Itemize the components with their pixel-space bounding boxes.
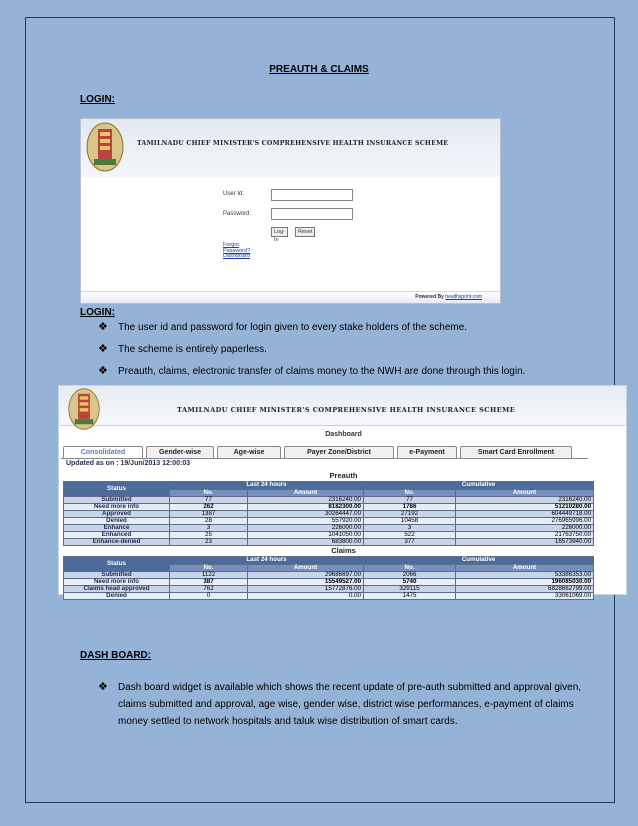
amount-24h-cell: 683800.00 — [248, 539, 364, 546]
password-label: Password: — [223, 211, 252, 217]
no-header: No. — [364, 489, 456, 497]
document-title: PREAUTH & CLAIMS — [269, 64, 369, 75]
amount-cumulative-cell: 51210280.00 — [456, 504, 594, 511]
table-row — [64, 593, 594, 600]
table-row — [64, 586, 594, 593]
status-cell: Submitted — [64, 572, 170, 579]
no-24h-cell: 262 — [170, 504, 248, 511]
user-id-label: User Id: — [223, 191, 245, 197]
tamilnadu-emblem-icon — [85, 121, 125, 173]
no-cumulative-cell: 522 — [364, 532, 456, 539]
last24-header: Last 24 hours — [170, 557, 364, 565]
no-cumulative-cell: 1786 — [364, 504, 456, 511]
claims-title: Claims — [331, 546, 356, 555]
amount-cumulative-cell: 604449718.00 — [456, 511, 594, 518]
amount-24h-cell: 15549527.00 — [248, 579, 364, 586]
login-scheme-title: TAMILNADU CHIEF MINISTER'S COMPREHENSIVE HEALTH INSURANCE SCHEME — [137, 140, 449, 147]
amount-cumulative-cell: 2316240.00 — [456, 497, 594, 504]
no-cumulative-cell: 329115 — [364, 586, 456, 593]
no-cumulative-cell: 5740 — [364, 579, 456, 586]
tamilnadu-emblem-icon — [67, 387, 101, 431]
preauth-title: Preauth — [329, 471, 358, 480]
tab-divider — [61, 458, 588, 459]
no-24h-cell: 387 — [170, 579, 248, 586]
user-id-input[interactable] — [271, 189, 353, 201]
tab-age-wise[interactable]: Age-wise — [217, 446, 281, 458]
amount-24h-cell: 2316240.00 — [248, 497, 364, 504]
login-screenshot — [80, 118, 501, 304]
table-row — [64, 532, 594, 539]
diamond-bullet-icon: ❖ — [98, 681, 108, 693]
table-row — [64, 518, 594, 525]
no-24h-cell: 1122 — [170, 572, 248, 579]
status-cell: Submitted — [64, 497, 170, 504]
amount-cumulative-cell: 196085030.00 — [456, 579, 594, 586]
dashboard-scheme-title: TAMILNADU CHIEF MINISTER'S COMPREHENSIVE HEALTH INSURANCE SCHEME — [177, 406, 516, 414]
bullet-text: The user id and password for login given to every stake holders of the scheme. — [118, 322, 468, 333]
no-24h-cell: 3 — [170, 525, 248, 532]
amount-cumulative-cell: 21763750.00 — [456, 532, 594, 539]
status-cell: Denied — [64, 518, 170, 525]
login-heading: LOGIN: — [80, 94, 115, 105]
status-header: Status — [64, 557, 170, 572]
no-cumulative-cell: 2066 — [364, 572, 456, 579]
list-item — [98, 344, 618, 366]
no-header: No. — [170, 489, 248, 497]
dashboard-link[interactable]: Dashboard — [223, 253, 250, 259]
list-item — [98, 322, 618, 344]
dashboard-page-label: Dashboard — [325, 431, 362, 438]
amount-cumulative-cell: 6828662799.00 — [456, 586, 594, 593]
amount-24h-cell: 8182300.00 — [248, 504, 364, 511]
amount-24h-cell: 557920.00 — [248, 518, 364, 525]
status-cell: Enhance-denied — [64, 539, 170, 546]
status-cell: Need more info — [64, 504, 170, 511]
last24-header: Last 24 hours — [170, 482, 364, 490]
diamond-bullet-icon: ❖ — [98, 343, 108, 355]
status-cell: Claims head approved — [64, 586, 170, 593]
amount-24h-cell: 1041050.00 — [248, 532, 364, 539]
updated-timestamp: Updated as on : 19/Jun/2013 12:00:03 — [66, 460, 191, 467]
no-24h-cell: 23 — [170, 539, 248, 546]
dashboard-description — [98, 679, 588, 730]
powered-by — [415, 294, 482, 300]
status-header: Status — [64, 482, 170, 497]
no-cumulative-cell: 10458 — [364, 518, 456, 525]
status-cell: Enhanced — [64, 532, 170, 539]
claims-table — [63, 556, 594, 600]
login-button[interactable]: Log-In — [271, 227, 288, 237]
tab-consolidated[interactable]: Consolidated — [63, 446, 143, 459]
diamond-bullet-icon: ❖ — [98, 365, 108, 377]
dashboard-header — [59, 386, 626, 426]
table-row — [64, 511, 594, 518]
tab-gender-wise[interactable]: Gender-wise — [146, 446, 214, 458]
no-cumulative-cell: 77 — [364, 497, 456, 504]
login-header — [81, 119, 500, 177]
amount-24h-cell: 30264447.00 — [248, 511, 364, 518]
no-cumulative-cell: 3 — [364, 525, 456, 532]
forgot-password-link[interactable]: Forgot Password? — [223, 242, 251, 254]
status-cell: Approved — [64, 511, 170, 518]
no-24h-cell: 762 — [170, 586, 248, 593]
table-row — [64, 539, 594, 546]
amount-cumulative-cell: 276965996.00 — [456, 518, 594, 525]
status-cell: Enhance — [64, 525, 170, 532]
no-cumulative-cell: 27192 — [364, 511, 456, 518]
amount-24h-cell: 0.00 — [248, 593, 364, 600]
amount-24h-cell: 226000.00 — [248, 525, 364, 532]
tab-smart-card-enrollment[interactable]: Smart Card Enrollment — [460, 446, 572, 458]
diamond-bullet-icon: ❖ — [98, 321, 108, 333]
no-24h-cell: 1387 — [170, 511, 248, 518]
amount-header: Amount — [456, 489, 594, 497]
bullet-text: Preauth, claims, electronic transfer of claims money to the NWH are done through this login. — [118, 366, 526, 377]
cumulative-header: Cumulative — [364, 557, 594, 565]
no-header: No. — [170, 564, 248, 572]
amount-header: Amount — [456, 564, 594, 572]
password-input[interactable] — [271, 208, 353, 220]
amount-cumulative-cell: 226000.00 — [456, 525, 594, 532]
login-footer — [81, 291, 500, 303]
bullet-text: The scheme is entirely paperless. — [118, 344, 267, 355]
no-24h-cell: 28 — [170, 518, 248, 525]
login-bullets — [98, 322, 618, 388]
tab-e-payment[interactable]: e-Payment — [397, 446, 457, 458]
amount-cumulative-cell: 16573940.00 — [456, 539, 594, 546]
tab-payer-zone-district[interactable]: Payer Zone/District — [284, 446, 394, 458]
bullet-text: Dash board widget is available which shows the recent update of pre-auth submitted and approval given, claims submitted and approval, age wise, gender wise, district wise performances, e-payment of claims money settled to network hospitals and taluk wise distribution of smart cards. — [118, 682, 582, 727]
dashboard-heading: DASH BOARD: — [80, 650, 152, 661]
status-cell: Denied — [64, 593, 170, 600]
powered-by-label: Powered By — [415, 294, 444, 300]
powered-by-link[interactable]: healthsprint.com — [445, 294, 482, 300]
amount-header: Amount — [248, 489, 364, 497]
status-cell: Need more info — [64, 579, 170, 586]
no-cumulative-cell: 1475 — [364, 593, 456, 600]
no-24h-cell: 25 — [170, 532, 248, 539]
login-notes-heading: LOGIN: — [80, 307, 115, 318]
cumulative-header: Cumulative — [364, 482, 594, 490]
preauth-table — [63, 481, 594, 546]
no-24h-cell: 0 — [170, 593, 248, 600]
amount-24h-cell: 29686697.00 — [248, 572, 364, 579]
amount-header: Amount — [248, 564, 364, 572]
amount-24h-cell: 15772876.00 — [248, 586, 364, 593]
dashboard-screenshot — [58, 385, 627, 599]
amount-cumulative-cell: 33061069.00 — [456, 593, 594, 600]
no-header: No. — [364, 564, 456, 572]
amount-cumulative-cell: 53386353.00 — [456, 572, 594, 579]
reset-button[interactable]: Reset — [295, 227, 315, 237]
no-24h-cell: 77 — [170, 497, 248, 504]
no-cumulative-cell: 377 — [364, 539, 456, 546]
